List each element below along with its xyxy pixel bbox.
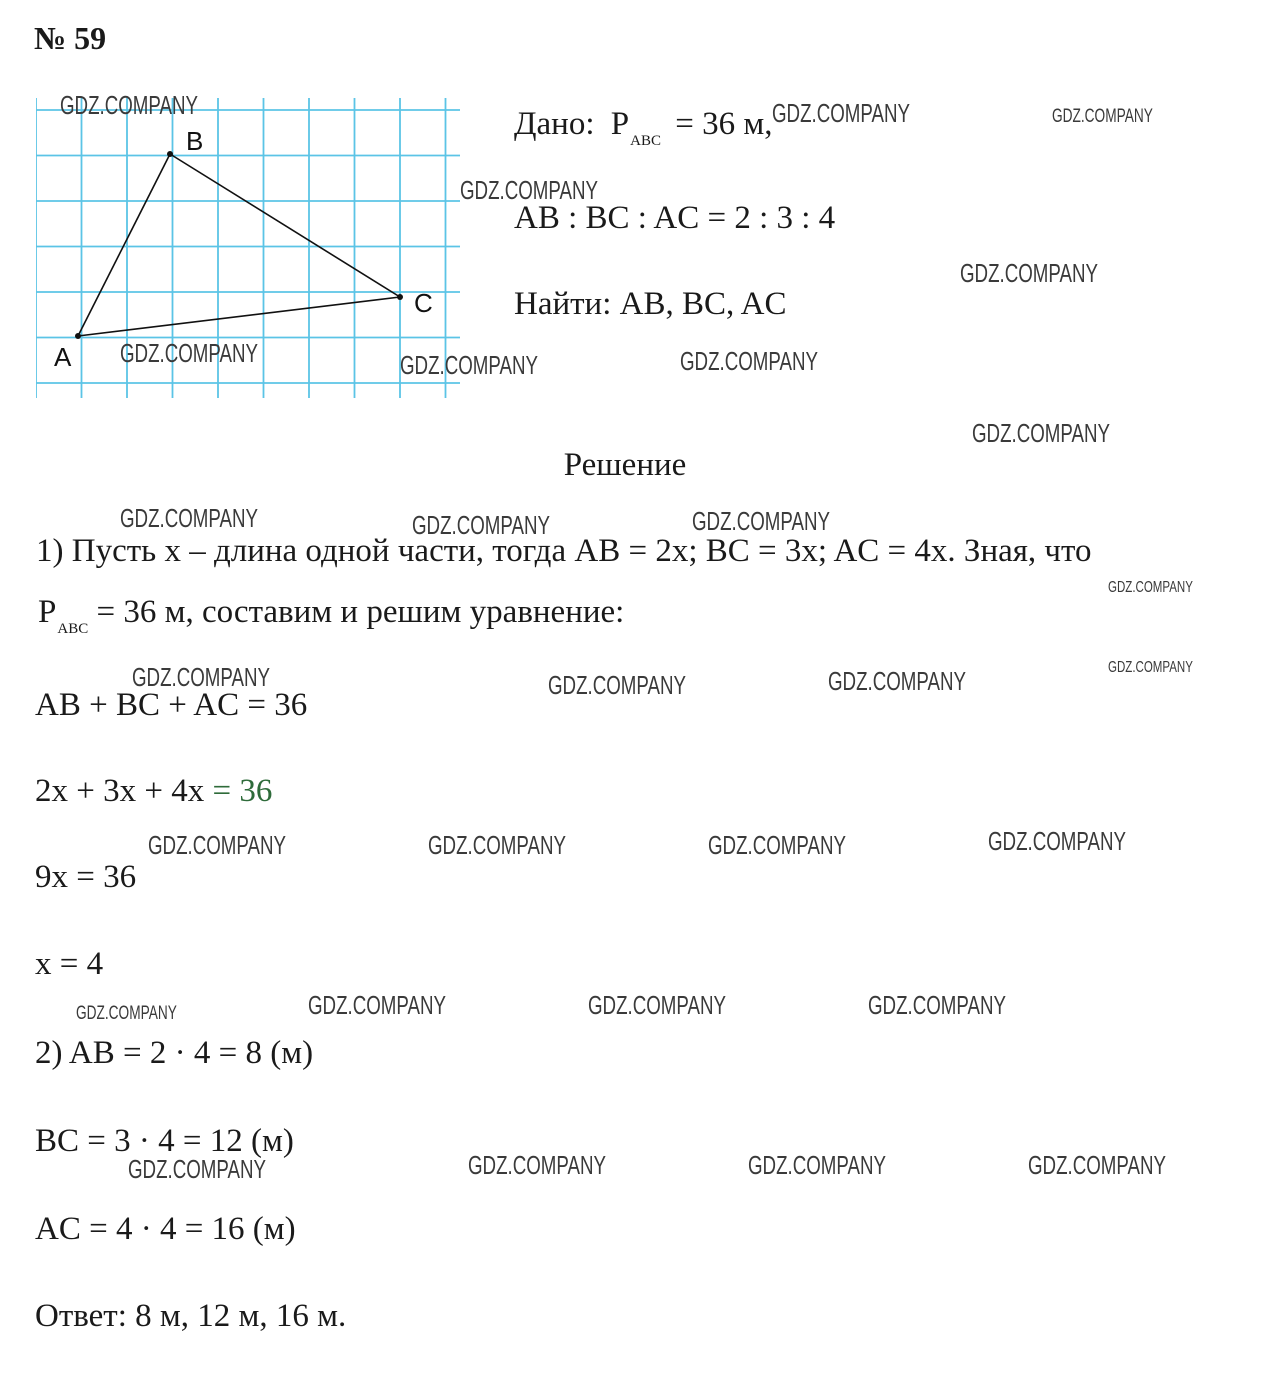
watermark: GDZ.COMPANY [960, 258, 1098, 288]
perimeter-subscript-2: ABC [57, 621, 89, 637]
step2-ac: AC = 4 · 4 = 16 (м) [35, 1211, 296, 1247]
watermark: GDZ.COMPANY [988, 826, 1126, 856]
step2-ab: 2) AB = 2 · 4 = 8 (м) [35, 1035, 314, 1071]
step1-line2 [38, 592, 624, 638]
watermark: GDZ.COMPANY [468, 1150, 606, 1180]
answer-line: Ответ: 8 м, 12 м, 16 м. [35, 1298, 347, 1334]
perimeter-subscript: ABC [630, 133, 661, 149]
equation-2 [35, 771, 272, 811]
watermark: GDZ.COMPANY [1052, 106, 1153, 127]
point-c [397, 294, 403, 300]
solution-heading: Решение [563, 447, 687, 483]
watermark: GDZ.COMPANY [460, 175, 598, 205]
watermark: GDZ.COMPANY [972, 418, 1110, 448]
given-ratio: AB : BC : AC = 2 : 3 : 4 [514, 200, 836, 236]
equation-4: x = 4 [35, 946, 104, 982]
perimeter-value: = 36 м, [675, 106, 773, 142]
watermark: GDZ.COMPANY [128, 1154, 266, 1184]
watermark: GDZ.COMPANY [828, 666, 966, 696]
watermark: GDZ.COMPANY [692, 506, 830, 536]
watermark: GDZ.COMPANY [120, 338, 258, 368]
watermark: GDZ.COMPANY [132, 662, 270, 692]
watermark: GDZ.COMPANY [148, 830, 286, 860]
label-a: A [54, 342, 72, 372]
watermark: GDZ.COMPANY [868, 990, 1006, 1020]
watermark: GDZ.COMPANY [412, 510, 550, 540]
equation-1: AB + BC + AC = 36 [35, 687, 308, 723]
grid-lines [36, 98, 460, 398]
watermark: GDZ.COMPANY [400, 350, 538, 380]
watermark: GDZ.COMPANY [1108, 659, 1193, 676]
perimeter-symbol: P [610, 106, 630, 142]
watermark: GDZ.COMPANY [548, 670, 686, 700]
find-line: Найти: AB, BC, AC [514, 286, 787, 322]
equation-2-right: = 36 [204, 773, 273, 809]
problem-number: № 59 [34, 20, 107, 56]
watermark: GDZ.COMPANY [708, 830, 846, 860]
step2-bc: BC = 3 · 4 = 12 (м) [35, 1123, 294, 1159]
side-bc [170, 154, 400, 297]
point-b [167, 151, 173, 157]
watermark: GDZ.COMPANY [76, 1003, 177, 1024]
watermark: GDZ.COMPANY [428, 830, 566, 860]
watermark: GDZ.COMPANY [748, 1150, 886, 1180]
step1-line2-rest: = 36 м, составим и решим уравнение: [88, 594, 625, 630]
point-a [75, 333, 81, 339]
watermark: GDZ.COMPANY [1108, 579, 1193, 596]
label-c: C [414, 288, 433, 318]
side-ab [78, 154, 170, 336]
given-label: Дано: [514, 106, 595, 142]
perimeter-symbol-2: P [38, 594, 57, 630]
watermark: GDZ.COMPANY [308, 990, 446, 1020]
watermark: GDZ.COMPANY [1028, 1150, 1166, 1180]
step1-line1: 1) Пусть x – длина одной части, тогда AB = 2x; BC = 3x; AC = 4x. Зная, что [36, 533, 1092, 569]
watermark: GDZ.COMPANY [120, 503, 258, 533]
watermark: GDZ.COMPANY [60, 90, 198, 120]
equation-3: 9x = 36 [35, 859, 137, 895]
watermark: GDZ.COMPANY [772, 98, 910, 128]
equation-2-left: 2x + 3x + 4x [35, 773, 205, 809]
label-b: B [186, 126, 204, 156]
watermark: GDZ.COMPANY [588, 990, 726, 1020]
watermark: GDZ.COMPANY [680, 346, 818, 376]
triangle-figure [36, 98, 460, 398]
given-perimeter [514, 104, 772, 150]
